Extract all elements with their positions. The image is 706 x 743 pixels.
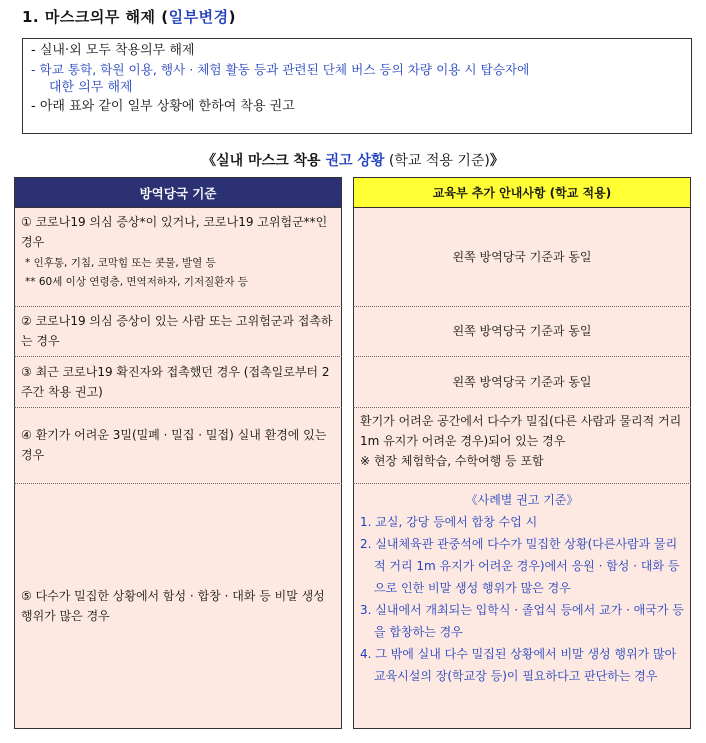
row-5-item-1: 1. 교실, 강당 등에서 합창 수업 시 [360, 515, 538, 529]
notice-line-3: 대한 의무 해제 [49, 80, 133, 95]
row-divider [353, 356, 691, 357]
row-3-right [353, 356, 691, 407]
table-bottom-border [353, 728, 691, 729]
row-1-right-text: 왼쪽 방역당국 기준과 동일 [452, 250, 592, 264]
notice-line-4: - 아래 표와 같이 일부 상황에 한하여 착용 권고 [31, 98, 295, 114]
row-divider [353, 407, 691, 408]
row-4-right [353, 407, 691, 483]
row-divider [353, 483, 691, 484]
row-divider [14, 356, 342, 357]
row-2-right-text: 왼쪽 방역당국 기준과 동일 [452, 324, 592, 338]
notice-box [22, 38, 692, 134]
notice-line-2: - 학교 통학, 학원 이용, 행사 · 체험 활동 등과 관련된 단체 버스 등의 차량 이용 시 탑승자에 [31, 61, 530, 77]
notice-line-1: - 실내·외 모두 착용의무 해제 [31, 43, 195, 58]
row-divider [14, 483, 342, 484]
row-2-left-text: ② 코로나19 의심 증상이 있는 사람 또는 고위험군과 접촉하는 경우 [21, 314, 333, 348]
title-prefix: 1. 마스크의무 해제 ( [22, 8, 169, 26]
row-4-left [14, 407, 342, 483]
row-1-right [353, 208, 691, 306]
row-2-left [14, 306, 342, 356]
row-5-right [353, 483, 691, 728]
row-1-note-1: * 인후통, 기침, 코막힘 또는 콧물, 발열 등 [25, 257, 216, 269]
table-subtitle [0, 150, 706, 170]
row-3-left [14, 356, 342, 407]
subtitle-close: 》 [489, 153, 504, 169]
header-left: 방역당국 기준 [14, 177, 342, 208]
row-5-item-3: 3. 실내에서 개최되는 입학식 · 졸업식 등에서 교가 · 애국가 등을 합창하는 경우 [360, 603, 684, 639]
row-3-right-text: 왼쪽 방역당국 기준과 동일 [452, 374, 592, 389]
header-right: 교육부 추가 안내사항 (학교 적용) [353, 177, 691, 208]
row-divider [14, 407, 342, 408]
row-1-note-2: ** 60세 이상 연령층, 면역저하자, 기저질환자 등 [25, 276, 248, 288]
row-5-left [14, 483, 342, 728]
row-2-right [353, 306, 691, 356]
row-5-right-title: 《사례별 권고 기준》 [465, 493, 579, 507]
title-highlight: 일부변경 [168, 8, 229, 26]
row-1-left [14, 208, 342, 306]
row-4-left-text: ④ 환기가 어려운 3밀(밀폐 · 밀집 · 밀접) 실내 환경에 있는 경우 [21, 428, 327, 462]
row-4-right-note: ※ 현장 체험학습, 수학여행 등 포함 [360, 454, 544, 468]
row-5-left-text: ⑤ 다수가 밀집한 상황에서 함성 · 합창 · 대화 등 비말 생성 행위가 많은 경우 [21, 588, 325, 623]
subtitle-highlight: 권고 상황 [325, 153, 385, 169]
row-divider [353, 306, 691, 307]
table-bottom-border [14, 728, 342, 729]
section-title [22, 6, 236, 27]
row-5-item-4: 4. 그 밖에 실내 다수 밀집된 상황에서 비말 생성 행위가 많아 교육시설의 장(학교장 등)이 필요하다고 판단하는 경우 [360, 647, 677, 683]
row-5-item-2: 2. 실내체육관 관중석에 다수가 밀집한 상황(다른사람과 물리적 거리 1m 유지가 어려운 경우)에서 응원 · 함성 · 대화 등으로 인한 비말 생성 행위가 많은 경우 [360, 537, 680, 595]
title-suffix: ) [228, 8, 236, 26]
row-divider [14, 306, 342, 307]
row-3-left-text: ③ 최근 코로나19 확진자와 접촉했던 경우 (접촉일로부터 2주간 착용 권고) [21, 364, 330, 399]
subtitle-open: 《실내 마스크 착용 [202, 153, 326, 169]
row-4-right-text: 환기가 어려운 공간에서 다수가 밀집(다른 사람과 물리적 거리 1m 유지가 어려운 경우)되어 있는 경우 [360, 414, 682, 448]
subtitle-plain: (학교 적용 기준) [384, 153, 490, 169]
row-1-left-text: ① 코로나19 의심 증상*이 있거나, 코로나19 고위험군**인 경우 [21, 215, 328, 249]
